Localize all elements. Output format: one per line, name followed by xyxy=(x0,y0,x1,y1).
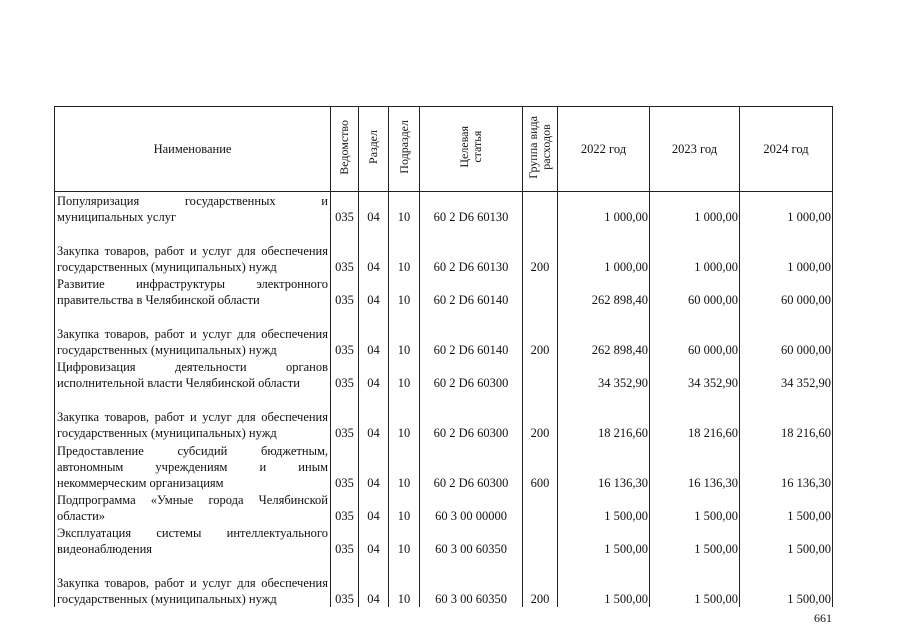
table-row xyxy=(55,275,833,308)
row-2022: 1 500,00 xyxy=(558,524,650,557)
row-2023: 1 500,00 xyxy=(650,491,740,524)
row-group xyxy=(523,524,558,557)
row-section: 04 xyxy=(359,391,389,441)
row-name: Популяризация государственных и муниципальных услуг xyxy=(55,192,331,225)
page-number: 661 xyxy=(814,611,832,625)
row-name: Эксплуатация системы интеллектуального видеонаблюдения xyxy=(55,524,331,557)
row-group xyxy=(523,358,558,391)
row-target: 60 2 D6 60300 xyxy=(420,391,523,441)
row-dept: 035 xyxy=(331,441,359,491)
row-2023: 18 216,60 xyxy=(650,391,740,441)
row-subsection: 10 xyxy=(389,441,420,491)
row-name: Развитие инфраструктуры электронного правительства в Челябинской области xyxy=(55,275,331,308)
row-2023: 16 136,30 xyxy=(650,441,740,491)
row-2023: 1 000,00 xyxy=(650,192,740,225)
row-group: 200 xyxy=(523,308,558,358)
row-dept: 035 xyxy=(331,225,359,275)
row-subsection: 10 xyxy=(389,308,420,358)
row-group xyxy=(523,491,558,524)
row-name: Предоставление субсидий бюджетным, автономным учреждениям и иным некоммерческим организациям xyxy=(55,441,331,491)
row-name: Закупка товаров, работ и услуг для обеспечения государственных (муниципальных) нужд xyxy=(55,557,331,607)
row-group: 200 xyxy=(523,557,558,607)
row-target: 60 2 D6 60140 xyxy=(420,275,523,308)
row-section: 04 xyxy=(359,275,389,308)
row-target: 60 3 00 60350 xyxy=(420,557,523,607)
row-name: Закупка товаров, работ и услуг для обеспечения государственных (муниципальных) нужд xyxy=(55,391,331,441)
row-dept: 035 xyxy=(331,391,359,441)
row-2024: 1 500,00 xyxy=(740,524,833,557)
row-name: Закупка товаров, работ и услуг для обеспечения государственных (муниципальных) нужд xyxy=(55,308,331,358)
row-subsection: 10 xyxy=(389,225,420,275)
row-2024: 60 000,00 xyxy=(740,275,833,308)
row-2024: 1 500,00 xyxy=(740,557,833,607)
header-subsection: Подраздел xyxy=(389,107,420,192)
row-2023: 60 000,00 xyxy=(650,275,740,308)
row-subsection: 10 xyxy=(389,557,420,607)
header-dept: Ведомство xyxy=(331,107,359,192)
row-2022: 262 898,40 xyxy=(558,275,650,308)
header-name: Наименование xyxy=(55,107,331,192)
row-section: 04 xyxy=(359,524,389,557)
row-group: 200 xyxy=(523,225,558,275)
row-group: 600 xyxy=(523,441,558,491)
row-2024: 1 000,00 xyxy=(740,225,833,275)
row-subsection: 10 xyxy=(389,524,420,557)
row-2023: 34 352,90 xyxy=(650,358,740,391)
row-2024: 16 136,30 xyxy=(740,441,833,491)
budget-table xyxy=(54,106,833,607)
table-row xyxy=(55,192,833,225)
row-section: 04 xyxy=(359,491,389,524)
table-row xyxy=(55,225,833,275)
row-2022: 1 500,00 xyxy=(558,491,650,524)
row-name: Подпрограмма «Умные города Челябинской области» xyxy=(55,491,331,524)
header-section: Раздел xyxy=(359,107,389,192)
row-section: 04 xyxy=(359,557,389,607)
row-name: Цифровизация деятельности органов исполнительной власти Челябинской области xyxy=(55,358,331,391)
table-row xyxy=(55,308,833,358)
table-row xyxy=(55,441,833,491)
row-2024: 1 000,00 xyxy=(740,192,833,225)
row-dept: 035 xyxy=(331,358,359,391)
row-2022: 16 136,30 xyxy=(558,441,650,491)
table-row xyxy=(55,524,833,557)
header-target: Целевая статья xyxy=(420,107,523,192)
header-2022: 2022 год xyxy=(558,107,650,192)
row-section: 04 xyxy=(359,308,389,358)
row-2023: 1 000,00 xyxy=(650,225,740,275)
row-target: 60 3 00 60350 xyxy=(420,524,523,557)
row-group: 200 xyxy=(523,391,558,441)
row-subsection: 10 xyxy=(389,275,420,308)
row-2022: 18 216,60 xyxy=(558,391,650,441)
row-2022: 262 898,40 xyxy=(558,308,650,358)
table-row xyxy=(55,491,833,524)
row-target: 60 3 00 00000 xyxy=(420,491,523,524)
row-2024: 60 000,00 xyxy=(740,308,833,358)
row-target: 60 2 D6 60130 xyxy=(420,192,523,225)
row-2023: 1 500,00 xyxy=(650,557,740,607)
row-group xyxy=(523,275,558,308)
row-2022: 1 000,00 xyxy=(558,225,650,275)
row-group xyxy=(523,192,558,225)
row-2024: 18 216,60 xyxy=(740,391,833,441)
row-2023: 1 500,00 xyxy=(650,524,740,557)
table-row xyxy=(55,557,833,607)
row-section: 04 xyxy=(359,441,389,491)
row-subsection: 10 xyxy=(389,358,420,391)
row-target: 60 2 D6 60130 xyxy=(420,225,523,275)
row-2022: 1 000,00 xyxy=(558,192,650,225)
row-2024: 1 500,00 xyxy=(740,491,833,524)
table-row xyxy=(55,391,833,441)
row-section: 04 xyxy=(359,358,389,391)
table-row xyxy=(55,358,833,391)
header-exp-group: Группа вида расходов xyxy=(523,107,558,192)
row-subsection: 10 xyxy=(389,491,420,524)
row-dept: 035 xyxy=(331,275,359,308)
row-2022: 34 352,90 xyxy=(558,358,650,391)
row-dept: 035 xyxy=(331,524,359,557)
row-dept: 035 xyxy=(331,192,359,225)
header-2024: 2024 год xyxy=(740,107,833,192)
row-2022: 1 500,00 xyxy=(558,557,650,607)
row-dept: 035 xyxy=(331,491,359,524)
row-2023: 60 000,00 xyxy=(650,308,740,358)
row-target: 60 2 D6 60300 xyxy=(420,358,523,391)
row-2024: 34 352,90 xyxy=(740,358,833,391)
row-subsection: 10 xyxy=(389,192,420,225)
row-target: 60 2 D6 60300 xyxy=(420,441,523,491)
row-name: Закупка товаров, работ и услуг для обеспечения государственных (муниципальных) нужд xyxy=(55,225,331,275)
row-subsection: 10 xyxy=(389,391,420,441)
row-section: 04 xyxy=(359,192,389,225)
row-dept: 035 xyxy=(331,308,359,358)
row-section: 04 xyxy=(359,225,389,275)
table-header-row xyxy=(55,107,833,192)
header-2023: 2023 год xyxy=(650,107,740,192)
row-target: 60 2 D6 60140 xyxy=(420,308,523,358)
row-dept: 035 xyxy=(331,557,359,607)
